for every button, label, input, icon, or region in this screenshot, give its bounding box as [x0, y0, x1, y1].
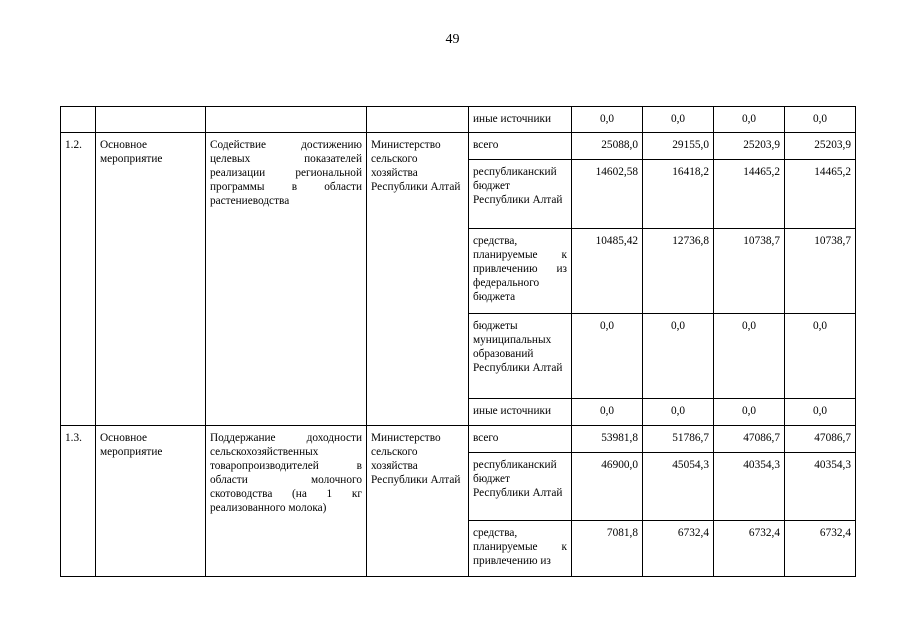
value-cell: 0,0: [714, 107, 785, 133]
table-cell: [96, 107, 206, 133]
value-cell: 6732,4: [643, 521, 714, 577]
value-cell: 7081,8: [572, 521, 643, 577]
budget-table: [60, 106, 856, 577]
value-cell: 47086,7: [785, 426, 856, 453]
table-cell: [61, 107, 96, 133]
value-cell: 6732,4: [714, 521, 785, 577]
value-cell: 12736,8: [643, 229, 714, 314]
page-number: 49: [445, 32, 460, 47]
table-cell: [367, 107, 469, 133]
value-cell: 10738,7: [785, 229, 856, 314]
value-cell: 0,0: [714, 314, 785, 399]
value-cell: 6732,4: [785, 521, 856, 577]
value-cell: 40354,3: [785, 453, 856, 521]
value-cell: 10738,7: [714, 229, 785, 314]
value-cell: 0,0: [572, 314, 643, 399]
funding-source-cell: иные источники: [469, 399, 572, 426]
table-row: [61, 426, 856, 453]
value-cell: 14465,2: [785, 160, 856, 229]
funding-source-cell: всего: [469, 426, 572, 453]
funding-source-cell: иные источники: [469, 107, 572, 133]
funding-source-cell: средства, планируемые к привлечению из: [469, 521, 572, 577]
funding-source-cell: республиканский бюджет Республики Алтай: [469, 160, 572, 229]
value-cell: 46900,0: [572, 453, 643, 521]
value-cell: 25088,0: [572, 133, 643, 160]
value-cell: 0,0: [785, 314, 856, 399]
value-cell: 0,0: [643, 399, 714, 426]
value-cell: 0,0: [714, 399, 785, 426]
value-cell: 40354,3: [714, 453, 785, 521]
value-cell: 14465,2: [714, 160, 785, 229]
value-cell: 0,0: [572, 107, 643, 133]
item-executor: Министерство сельского хозяйства Республики Алтай: [367, 426, 469, 577]
value-cell: 47086,7: [714, 426, 785, 453]
value-cell: 51786,7: [643, 426, 714, 453]
funding-source-cell: бюджеты муниципальных образований Республики Алтай: [469, 314, 572, 399]
value-cell: 0,0: [785, 399, 856, 426]
value-cell: 25203,9: [714, 133, 785, 160]
value-cell: 14602,58: [572, 160, 643, 229]
funding-source-cell: всего: [469, 133, 572, 160]
item-type: Основное мероприятие: [96, 426, 206, 577]
value-cell: 10485,42: [572, 229, 643, 314]
value-cell: 0,0: [643, 107, 714, 133]
funding-source-cell: республиканский бюджет Республики Алтай: [469, 453, 572, 521]
item-number: 1.3.: [61, 426, 96, 577]
item-name: Поддержание доходности сельскохозяйственных товаропроизводителей в области молочного скотоводства (на 1 кг реализованного молока): [206, 426, 367, 577]
item-number: 1.2.: [61, 133, 96, 426]
item-executor: Министерство сельского хозяйства Республики Алтай: [367, 133, 469, 426]
table-row: [61, 107, 856, 133]
table-cell: [206, 107, 367, 133]
item-name: Содействие достижению целевых показателей реализации региональной программы в области растениеводства: [206, 133, 367, 426]
value-cell: 0,0: [643, 314, 714, 399]
value-cell: 45054,3: [643, 453, 714, 521]
value-cell: 29155,0: [643, 133, 714, 160]
value-cell: 0,0: [572, 399, 643, 426]
table-row: [61, 133, 856, 160]
value-cell: 25203,9: [785, 133, 856, 160]
value-cell: 53981,8: [572, 426, 643, 453]
funding-source-cell: средства, планируемые к привлечению из федерального бюджета: [469, 229, 572, 314]
item-type: Основное мероприятие: [96, 133, 206, 426]
value-cell: 0,0: [785, 107, 856, 133]
value-cell: 16418,2: [643, 160, 714, 229]
